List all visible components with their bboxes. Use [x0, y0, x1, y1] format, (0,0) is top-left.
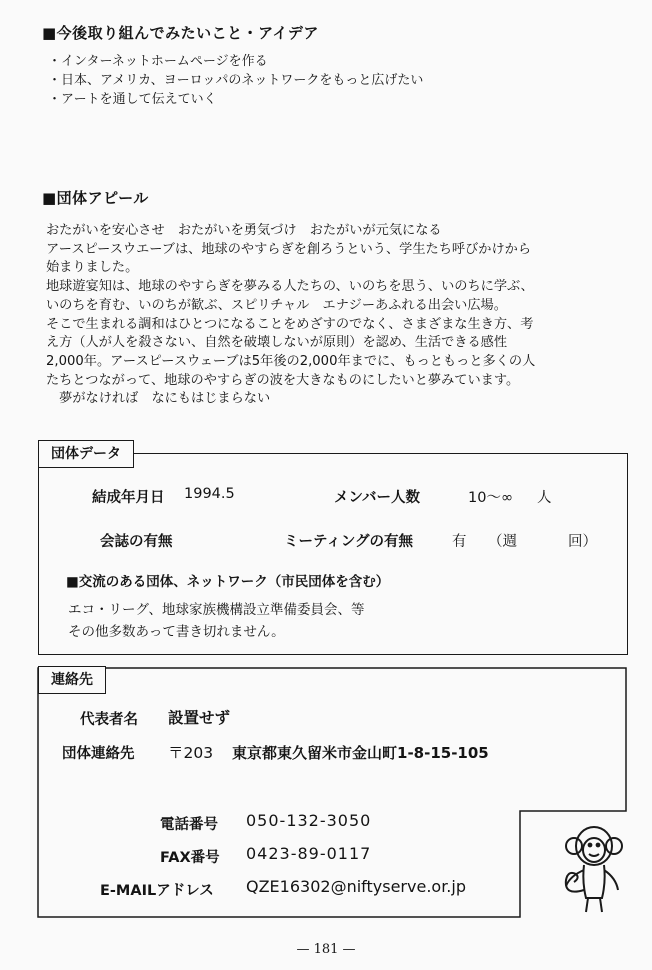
members-value: 10〜∞	[468, 490, 514, 506]
list-item: ・ アートを通して伝えていく	[48, 90, 423, 109]
appeal-line: そこで生まれる調和はひとつになることをめざすのでなく、さまざまな生き方、考	[46, 316, 534, 332]
appeal-heading: ■団体アピール	[42, 189, 149, 207]
list-item: ・ インターネットホームページを作る	[48, 52, 423, 71]
founded-label: 結成年月日	[92, 490, 165, 506]
network-line: エコ・リーグ、地球家族機構設立準備委員会、等	[68, 602, 365, 618]
fax-value: 0423-89-0117	[246, 844, 372, 863]
email-label: E-MAILアドレス	[100, 883, 214, 899]
bulletin-label: 会誌の有無	[100, 534, 173, 550]
representative-label: 代表者名	[80, 712, 138, 728]
appeal-line: おたがいを安心させ おたがいを勇気づけ おたがいが元気になる	[46, 223, 442, 238]
ideas-heading: ■今後取り組んでみたいこと・アイデア	[42, 24, 319, 42]
representative-value: 設置せず	[168, 709, 231, 727]
appeal-line: 2,000年。アースピースウェーブは5年後の2,000年までに、もっともっと多くの人	[46, 353, 536, 369]
meeting-paren-close: 回）	[568, 534, 597, 550]
meeting-label: ミーティングの有無	[284, 534, 414, 550]
appeal-line: たちとつながって、地球のやすらぎの波を大きなものにしたいと夢みています。	[46, 372, 520, 388]
page-number: — 181 —	[296, 942, 356, 957]
phone-value: 050-132-3050	[246, 811, 372, 830]
address-label: 団体連絡先	[62, 746, 135, 762]
group-data-tab: 団体データ	[38, 440, 134, 468]
address-value: 東京都東久留米市金山町1-8-15-105	[232, 744, 489, 762]
postal-code: 〒203	[168, 744, 214, 762]
phone-label: 電話番号	[160, 817, 218, 833]
appeal-line: 地球遊宴知は、地球のやすらぎを夢みる人たちの、いのちを思う、いのちに学ぶ、	[46, 279, 534, 295]
appeal-line: 夢がなければ なにもはじまらない	[46, 391, 271, 407]
appeal-line: え方（人が人を殺さない、自然を破壊しないが原則）を認め、生活できる感性	[46, 335, 508, 351]
appeal-line: いのちを育む、いのちが歓ぶ、スピリチャル エナジーあふれる出会い広場。	[46, 297, 507, 313]
meeting-value: 有	[452, 534, 467, 550]
monkey-illustration-icon	[556, 820, 636, 920]
fax-label: FAX番号	[160, 850, 220, 866]
members-label: メンバー人数	[334, 490, 420, 506]
email-value: QZE16302@niftyserve.or.jp	[246, 877, 466, 896]
network-heading: ■交流のある団体、ネットワーク（市民団体を含む）	[66, 574, 390, 590]
appeal-line: アースピースウエーブは、地球のやすらぎを創ろうという、学生たち呼びかけから	[46, 241, 532, 257]
list-item: ・ 日本、アメリカ、ヨーロッパのネットワークをもっと広げたい	[48, 71, 423, 90]
network-line: その他多数あって書き切れません。	[68, 624, 285, 640]
meeting-paren-open: （週	[488, 534, 517, 550]
members-unit: 人	[537, 490, 552, 506]
founded-value: 1994.5	[184, 486, 235, 502]
appeal-line: 始まりました。	[46, 260, 139, 276]
contact-tab: 連絡先	[38, 666, 106, 694]
